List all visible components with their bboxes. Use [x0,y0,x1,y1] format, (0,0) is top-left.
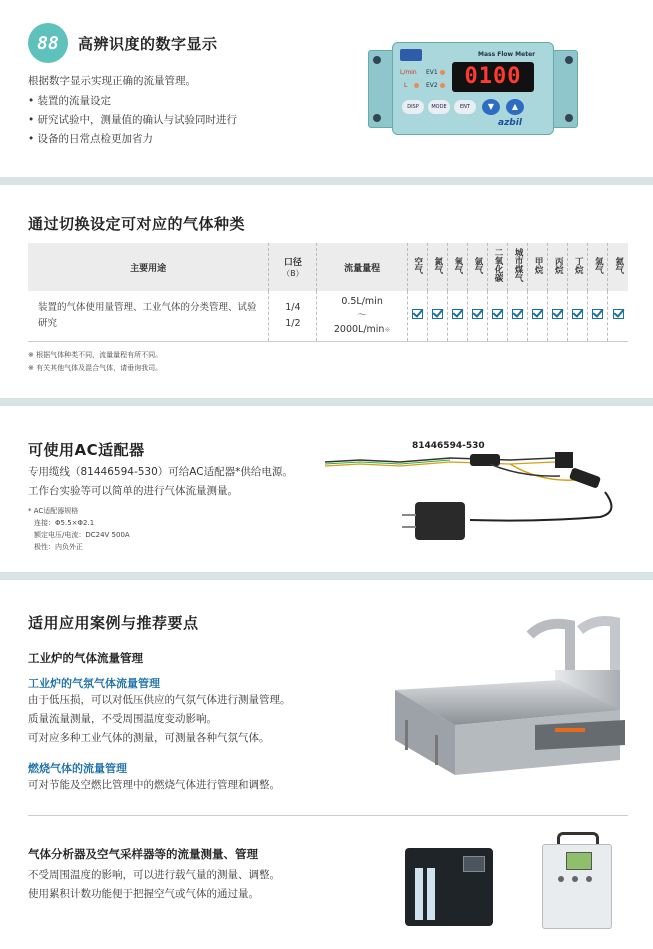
bullet-item: • 设备的日常点检更加省力 [28,133,154,145]
device-label: Mass Flow Meter [478,51,536,58]
adapter-spec: 连接：Φ5.5×Φ2.1 [34,519,95,527]
col-bore: 口径 （B） [269,243,317,291]
col-gas: 城市煤气 [508,243,528,291]
col-gas: 丁烷 [568,243,588,291]
check-icon [427,291,447,341]
case2-title: 气体分析器及空气采样器等的流量测量、管理 [28,847,258,861]
case2-text: 不受周围温度的影响，可以进行载气量的测量、调整。 [28,869,280,881]
gas-table [28,243,628,342]
col-use: 主要用途 [28,243,269,291]
mode-button[interactable]: MODE [428,100,450,114]
ac-adapter-text: 专用缆线（81446594-530）可给AC适配器*供给电源。 [28,466,293,478]
col-gas: 氢气 [588,243,608,291]
screw-icon [373,114,381,122]
screw-icon [565,56,573,64]
case1-text: 可对应多种工业气体的测量，可测量各种气氛气体。 [28,732,270,744]
case1-text: 由于低压损，可以对低压供应的气氛气体进行测量管理。 [28,694,291,706]
display-bullet-list [28,92,237,149]
check-icon [407,291,427,341]
bullet-item: • 装置的流量设定 [28,95,112,107]
industrial-furnace-image [395,600,635,800]
case1-title: 工业炉的气体流量管理 [28,651,143,665]
ent-button[interactable]: ENT [454,100,476,114]
led-icon [440,83,445,88]
case2-text: 使用累积计数功能便于把握空气或气体的通过量。 [28,888,259,900]
col-gas: 氦气 [608,243,628,291]
col-gas: 甲烷 [528,243,548,291]
brand-logo: azbil [498,118,522,128]
case1-subtitle: 工业炉的气氛气体流量管理 [28,677,160,690]
check-icon [588,291,608,341]
ac-adapter-image [320,452,630,547]
cable-label: 81446594-530 [412,441,485,451]
check-icon [467,291,487,341]
col-gas: 丙烷 [548,243,568,291]
section-divider [0,177,653,185]
col-gas: 二氧化碳 [488,243,508,291]
check-icon [508,291,528,341]
cell-range: 0.5L/min ～ 2000L/min※ [317,291,407,341]
adapter-spec: 极性：内负外正 [34,543,83,551]
digital-display-badge: 88 [28,23,68,63]
check-icon [568,291,588,341]
section-divider [0,398,653,406]
flow-meter-device-image [368,42,578,135]
device-unit: L/min [400,69,417,76]
check-icon [608,291,628,341]
case1-text: 质量流量测量，不受周围温度变动影响。 [28,713,217,725]
case1-text: 可对节能及空燃比管理中的燃烧气体进行管理和调整。 [28,779,280,791]
display-intro: 根据数字显示实现正确的流量管理。 [28,75,196,87]
screw-icon [373,56,381,64]
led-icon [440,70,445,75]
logo-icon [400,49,422,61]
table-header-row [28,243,628,291]
screw-icon [565,114,573,122]
check-icon [548,291,568,341]
device-ev1: EV1 [426,69,438,76]
table-row [28,291,628,341]
adapter-spec: * AC适配器规格 [28,507,79,515]
led-icon [414,83,419,88]
air-sampler-image [542,832,612,932]
bullet-item: • 研究试验中，测量值的确认与试验同时进行 [28,114,238,126]
ac-adapter-text: 工作台实验等可以简单的进行气体流量测量。 [28,485,238,497]
disp-button[interactable]: DISP [402,100,424,114]
cell-use: 装置的气体使用量管理、工业气体的分类管理、试验研究 [28,291,269,341]
device-ev2: EV2 [426,82,438,89]
check-icon [528,291,548,341]
col-gas: 氮气 [427,243,447,291]
check-icon [447,291,467,341]
col-gas: 氩气 [467,243,487,291]
table-note: ※ 有关其他气体及混合气体，请垂询我司。 [28,364,163,372]
digital-readout: 0100 [452,62,534,92]
cell-bore: 1/4 1/2 [269,291,317,341]
table-note: ※ 根据气体种类不同，流量量程有所不同。 [28,351,163,359]
section-title-ac-adapter: 可使用AC适配器 [28,441,145,459]
adapter-spec: 额定电压/电流：DC24V 500A [34,531,130,539]
case-divider [28,815,628,816]
col-range: 流量量程 [317,243,407,291]
section-title-gases: 通过切换设定可对应的气体种类 [28,215,246,233]
section-title-display: 高辨识度的数字显示 [78,35,218,53]
col-gas: 氧气 [447,243,467,291]
col-gas: 空气 [407,243,427,291]
case1-subtitle: 燃烧气体的流量管理 [28,762,127,775]
device-l: L [404,82,408,89]
gas-analyzer-image [405,848,493,926]
up-arrow-icon[interactable]: ▲ [506,99,524,115]
check-icon [488,291,508,341]
down-arrow-icon[interactable]: ▼ [482,99,500,115]
section-title-applications: 适用应用案例与推荐要点 [28,614,199,632]
section-divider [0,572,653,580]
